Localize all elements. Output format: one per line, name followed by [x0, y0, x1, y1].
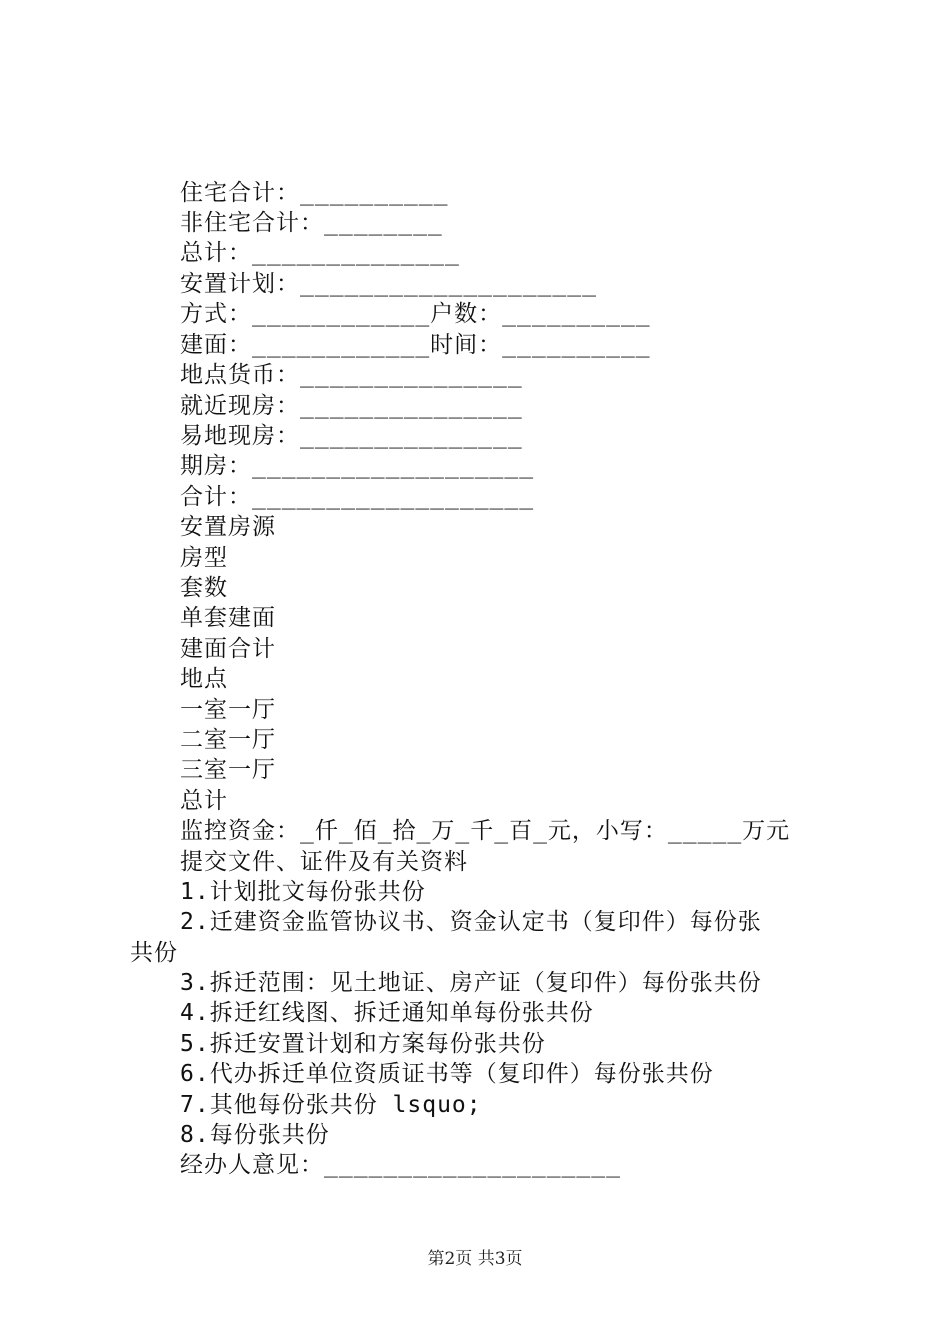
- non-residential-total-line: 非住宅合计：________: [180, 210, 443, 236]
- nearby-housing-line: 就近现房：_______________: [180, 393, 523, 419]
- offsite-housing-line: 易地现房：_______________: [180, 423, 523, 449]
- method-households-line: 方式：____________户数：__________: [180, 301, 651, 327]
- residential-total-line: 住宅合计：__________: [180, 180, 449, 206]
- doc-item-7: 7.其他每份张共份 lsquo;: [180, 1092, 482, 1118]
- doc-item-1: 1.计划批文每份张共份: [180, 879, 426, 905]
- doc-item-3: 3.拆迁范围：见土地证、房产证（复印件）每份张共份: [180, 970, 762, 996]
- submitted-docs-heading: 提交文件、证件及有关资料: [180, 849, 468, 875]
- location-currency-line: 地点货币：_______________: [180, 362, 523, 388]
- unit-type-label: 房型: [180, 545, 228, 571]
- monitored-funds-line: 监控资金：_仟_佰_拾_万_千_百_元，小写：_____万元: [180, 818, 791, 844]
- location-label: 地点: [180, 666, 228, 692]
- future-housing-line: 期房：___________________: [180, 453, 535, 479]
- subtotal-line: 合计：___________________: [180, 484, 535, 510]
- handler-opinion-line: 经办人意见：____________________: [180, 1152, 621, 1178]
- unit-count-label: 套数: [180, 575, 228, 601]
- three-bedroom-label: 三室一厅: [180, 757, 276, 783]
- grand-total-line: 总计：______________: [180, 240, 460, 266]
- one-bedroom-label: 一室一厅: [180, 697, 276, 723]
- page-number-footer: 第2页 共3页: [427, 1249, 523, 1269]
- doc-item-6: 6.代办拆迁单位资质证书等（复印件）每份张共份: [180, 1061, 714, 1087]
- total-label: 总计: [180, 788, 228, 814]
- area-total-label: 建面合计: [180, 636, 276, 662]
- area-time-line: 建面：____________时间：__________: [180, 332, 651, 358]
- doc-item-5: 5.拆迁安置计划和方案每份张共份: [180, 1031, 546, 1057]
- resettlement-plan-line: 安置计划：____________________: [180, 271, 597, 297]
- doc-item-4: 4.拆迁红线图、拆迁通知单每份张共份: [180, 1000, 594, 1026]
- doc-item-8: 8.每份张共份: [180, 1122, 330, 1148]
- two-bedroom-label: 二室一厅: [180, 727, 276, 753]
- housing-source-heading: 安置房源: [180, 514, 276, 540]
- unit-area-label: 单套建面: [180, 605, 276, 631]
- doc-item-2: 2.迁建资金监管协议书、资金认定书（复印件）每份张共份: [130, 909, 762, 966]
